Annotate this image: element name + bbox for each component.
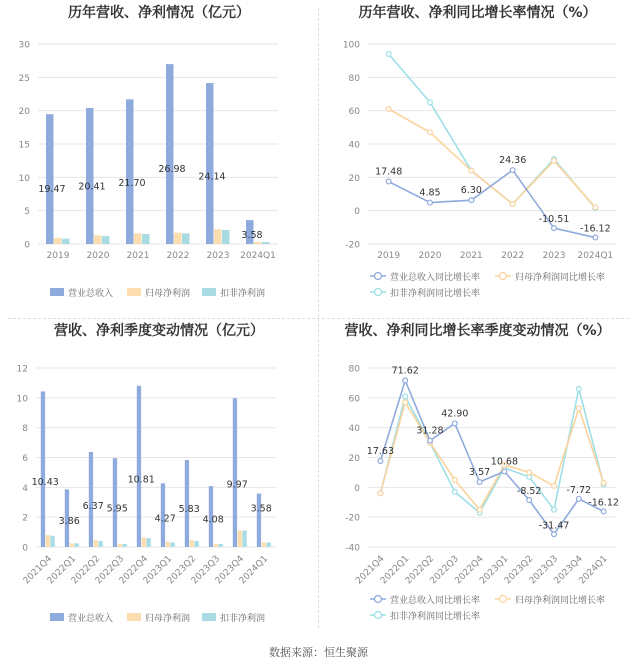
legend-swatch <box>500 273 507 280</box>
data-point <box>552 483 557 488</box>
y-tick-label: 0 <box>22 543 28 554</box>
legend-label: 营业总收入同比增长率 <box>390 273 481 283</box>
bar <box>182 233 190 244</box>
data-point <box>510 202 515 207</box>
bar <box>137 386 141 547</box>
legend-swatch <box>127 288 141 296</box>
y-tick-label: 15 <box>18 140 30 151</box>
chart-title: 营收、净利同比增长率季度变动情况（%） <box>344 323 611 339</box>
y-tick-label: 10 <box>16 394 28 405</box>
data-point <box>593 235 598 240</box>
data-label: 5.83 <box>178 504 200 516</box>
y-tick-label: 12 <box>16 364 28 375</box>
quarterly-growth-panel <box>318 318 637 640</box>
y-tick-label: -40 <box>345 543 360 554</box>
legend-swatch <box>375 612 382 619</box>
data-point <box>477 507 482 512</box>
bar <box>190 540 194 547</box>
bar <box>174 233 182 244</box>
x-tick-label: 2021 <box>459 251 483 261</box>
legend-label: 归母净利润 <box>145 614 191 624</box>
legend-swatch <box>500 596 507 603</box>
data-label: 71.62 <box>391 365 419 377</box>
y-tick-label: 2 <box>22 513 28 524</box>
y-tick-label: 0 <box>354 207 360 218</box>
y-tick-label: -20 <box>345 513 360 524</box>
y-tick-label: 4 <box>22 483 28 494</box>
x-tick-label: 2022Q2 <box>403 554 437 587</box>
bar <box>218 544 222 547</box>
x-tick-label: 2023 <box>542 251 566 261</box>
x-tick-label: 2023Q4 <box>552 554 585 587</box>
data-label: -16.12 <box>588 497 619 509</box>
data-label: 6.30 <box>460 185 482 197</box>
legend-label: 营业总收入同比增长率 <box>390 596 481 606</box>
series-line <box>389 170 596 237</box>
y-tick-label: 25 <box>18 73 30 84</box>
source-footer: 数据来源：恒生聚源 <box>269 646 368 659</box>
y-tick-label: 20 <box>348 454 360 464</box>
data-label: -8.52 <box>516 486 542 498</box>
bar <box>54 238 62 244</box>
bar <box>242 531 246 547</box>
bar <box>74 543 78 547</box>
x-tick-label: 2023Q1 <box>141 554 175 587</box>
data-point <box>510 168 515 173</box>
bar <box>262 242 270 244</box>
data-point <box>428 200 433 205</box>
annual-growth-chart <box>318 0 637 318</box>
legend-label: 营业总收入 <box>68 289 114 299</box>
bar <box>41 391 45 547</box>
data-label: 4.08 <box>202 514 224 526</box>
x-tick-label: 2019 <box>46 251 70 261</box>
bar <box>142 234 150 244</box>
bar <box>118 544 122 547</box>
legend-label: 归母净利润同比增长率 <box>515 596 606 606</box>
bar <box>70 543 74 547</box>
chart-title: 营收、净利季度变动情况（亿元） <box>54 323 264 339</box>
bar <box>214 229 222 244</box>
legend-label: 归母净利润 <box>145 289 191 299</box>
x-tick-label: 2024Q1 <box>577 251 614 261</box>
x-tick-label: 2023Q3 <box>189 554 223 587</box>
bar <box>50 536 54 547</box>
data-label: 24.36 <box>499 155 527 167</box>
data-point <box>403 400 408 405</box>
quarterly-values-panel <box>0 318 318 640</box>
bar <box>62 239 70 244</box>
legend-label: 扣非净利润 <box>220 614 266 624</box>
legend-label: 扣非净利润 <box>220 289 266 299</box>
bar <box>46 535 50 547</box>
data-label: 42.90 <box>441 408 469 420</box>
bar <box>134 233 142 244</box>
bar <box>233 398 237 547</box>
bar <box>238 531 242 547</box>
data-label: 31.28 <box>416 425 444 437</box>
bar <box>266 543 270 547</box>
quarterly-values-chart <box>0 318 318 640</box>
data-point <box>552 226 557 231</box>
x-tick-label: 2022Q4 <box>117 554 151 587</box>
x-tick-label: 2021Q4 <box>21 554 55 587</box>
data-label: -7.72 <box>566 484 592 496</box>
data-label: 26.98 <box>158 164 186 176</box>
bar <box>86 108 94 244</box>
bar <box>170 543 174 547</box>
data-label: 21.70 <box>118 178 146 190</box>
bar <box>94 540 98 547</box>
data-point <box>477 480 482 485</box>
bar <box>222 230 230 244</box>
bar <box>98 541 102 547</box>
bar <box>126 99 134 244</box>
x-tick-label: 2019 <box>377 251 401 261</box>
y-tick-label: 60 <box>348 107 360 118</box>
x-tick-label: 2022Q2 <box>69 554 103 587</box>
data-label: 10.81 <box>127 474 155 486</box>
x-tick-label: 2022 <box>501 251 525 261</box>
data-point <box>428 100 433 105</box>
data-point <box>576 386 581 391</box>
x-tick-label: 2022Q4 <box>453 554 486 587</box>
bar <box>102 236 110 244</box>
bar <box>214 544 218 547</box>
x-tick-label: 2022Q3 <box>428 554 461 587</box>
bar <box>122 544 126 547</box>
y-tick-label: 30 <box>18 40 30 51</box>
y-tick-label: 20 <box>348 173 360 184</box>
data-label: 19.47 <box>38 184 66 196</box>
data-point <box>428 130 433 135</box>
data-point <box>593 205 598 210</box>
bar <box>194 541 198 547</box>
data-label: -31.47 <box>538 520 570 532</box>
data-point <box>386 107 391 112</box>
data-point <box>378 459 383 464</box>
data-label: 10.68 <box>490 456 519 468</box>
data-label: 24.14 <box>198 171 226 183</box>
y-tick-label: 40 <box>348 140 360 151</box>
x-tick-label: 2023Q4 <box>213 554 247 587</box>
bar <box>94 235 102 244</box>
y-tick-label: 40 <box>348 424 360 435</box>
x-tick-label: 2022Q1 <box>45 554 79 587</box>
bar <box>146 538 150 547</box>
y-tick-label: 8 <box>22 424 28 435</box>
data-point <box>527 498 532 503</box>
data-point <box>527 470 532 475</box>
legend-swatch <box>202 288 216 296</box>
x-tick-label: 2023 <box>206 251 230 261</box>
data-point <box>452 477 457 482</box>
annual-values-chart <box>0 0 318 318</box>
legend-swatch <box>50 613 64 621</box>
legend-swatch <box>375 289 382 296</box>
data-point <box>403 378 408 383</box>
data-label: 6.37 <box>82 500 104 512</box>
x-tick-label: 2020 <box>418 251 442 261</box>
x-tick-label: 2023Q1 <box>478 554 511 587</box>
x-tick-label: 2024Q1 <box>240 251 276 261</box>
data-label: 4.27 <box>154 513 176 525</box>
data-point <box>601 480 606 485</box>
data-point <box>428 438 433 443</box>
bar <box>166 64 174 244</box>
data-label: 10.43 <box>31 476 59 488</box>
bar <box>262 543 266 547</box>
data-label: -10.51 <box>538 214 570 226</box>
data-point <box>452 489 457 494</box>
data-point <box>403 394 408 399</box>
data-point <box>576 406 581 411</box>
data-point <box>469 198 474 203</box>
annual-growth-panel <box>318 0 637 318</box>
legend-label: 扣非净利润同比增长率 <box>390 289 481 299</box>
legend-label: 营业总收入 <box>68 614 114 624</box>
x-tick-label: 2021Q4 <box>354 554 387 587</box>
data-label: 4.85 <box>419 187 441 199</box>
data-point <box>552 507 557 512</box>
x-tick-label: 2023Q3 <box>527 554 561 587</box>
data-label: 3.57 <box>469 467 491 479</box>
y-tick-label: 0 <box>354 483 360 494</box>
y-tick-label: 10 <box>18 173 30 184</box>
legend-swatch <box>375 273 382 280</box>
legend-label: 扣非净利润同比增长率 <box>390 612 481 622</box>
bar <box>257 494 261 547</box>
x-tick-label: 2023Q2 <box>502 554 536 587</box>
data-point <box>386 179 391 184</box>
x-tick-label: 2021 <box>126 251 150 261</box>
y-tick-label: 80 <box>348 364 360 375</box>
data-label: 20.41 <box>78 181 106 193</box>
data-point <box>576 496 581 501</box>
data-point <box>552 158 557 163</box>
quarterly-growth-chart <box>318 318 637 640</box>
x-tick-label: 2022 <box>166 251 190 261</box>
y-tick-label: 0 <box>24 240 30 251</box>
data-point <box>452 421 457 426</box>
x-tick-label: 2022Q1 <box>378 554 412 587</box>
y-tick-label: 100 <box>342 40 360 51</box>
data-label: -16.12 <box>580 223 611 235</box>
legend-swatch <box>50 288 64 296</box>
y-tick-label: 20 <box>18 107 30 118</box>
data-point <box>386 52 391 57</box>
data-label: 3.86 <box>58 515 80 527</box>
chart-title: 历年营收、净利情况（亿元） <box>68 5 250 21</box>
bar <box>206 83 214 244</box>
data-point <box>378 491 383 496</box>
x-tick-label: 2024Q1 <box>237 554 271 587</box>
x-tick-label: 2020 <box>86 251 110 261</box>
bar <box>89 452 93 547</box>
legend-swatch <box>375 596 382 603</box>
data-label: 17.63 <box>366 446 395 458</box>
annual-values-panel <box>0 0 318 318</box>
data-label: 3.58 <box>241 230 263 242</box>
bar <box>46 114 54 244</box>
y-tick-label: 60 <box>348 394 360 405</box>
bar <box>254 242 262 244</box>
data-point <box>502 469 507 474</box>
bar <box>142 537 146 547</box>
x-tick-label: 2022Q3 <box>93 554 127 587</box>
legend-swatch <box>127 613 141 621</box>
data-label: 5.95 <box>106 503 128 515</box>
y-tick-label: 5 <box>24 207 30 218</box>
data-point <box>469 168 474 173</box>
data-label: 17.48 <box>375 166 403 178</box>
legend-label: 归母净利润同比增长率 <box>515 273 606 283</box>
x-tick-label: 2024Q1 <box>577 554 610 587</box>
data-label: 9.97 <box>226 479 248 491</box>
x-tick-label: 2023Q2 <box>165 554 199 587</box>
data-point <box>601 509 606 514</box>
bar <box>166 542 170 547</box>
y-tick-label: 6 <box>22 454 28 464</box>
legend-swatch <box>202 613 216 621</box>
y-tick-label: 80 <box>348 73 360 84</box>
data-label: 3.58 <box>250 503 272 515</box>
data-point <box>552 532 557 537</box>
chart-title: 历年营收、净利同比增长率情况（%） <box>358 5 597 21</box>
y-tick-label: -20 <box>345 240 360 251</box>
